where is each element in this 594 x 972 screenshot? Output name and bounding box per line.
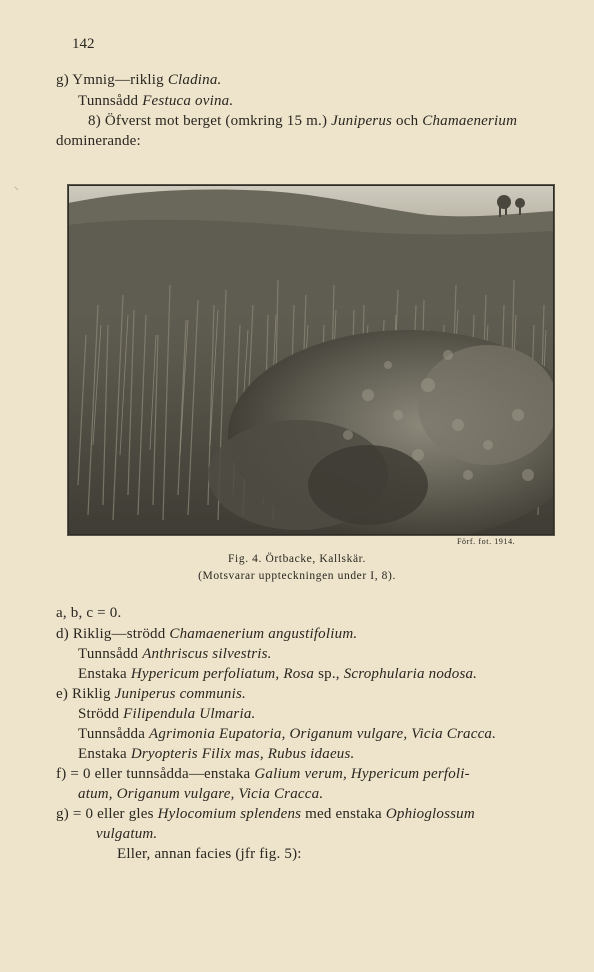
text: Tunnsådd bbox=[78, 646, 143, 662]
text-line bbox=[56, 686, 246, 703]
text-line bbox=[78, 726, 496, 743]
text: 8) Öfverst mot berget (omkring 15 m.) bbox=[88, 113, 332, 129]
text: g) Ymnig—riklig bbox=[56, 72, 168, 88]
text: och bbox=[392, 113, 423, 129]
text: Tunnsådd bbox=[78, 93, 143, 109]
text: Enstaka bbox=[78, 746, 131, 762]
text: d) Riklig—strödd bbox=[56, 626, 170, 642]
text: Enstaka bbox=[78, 666, 131, 682]
text-line bbox=[78, 706, 255, 723]
text-line bbox=[78, 746, 355, 763]
text-line bbox=[56, 766, 470, 783]
species-name: Cladina. bbox=[167, 72, 222, 88]
text: e) Riklig bbox=[56, 686, 115, 702]
text: Strödd bbox=[78, 706, 124, 722]
species-name: Juniperus bbox=[331, 113, 393, 129]
text-line bbox=[56, 626, 357, 643]
species-name: Chamaenerium bbox=[422, 113, 518, 129]
text-line bbox=[56, 72, 222, 89]
photo-credit: Förf. fot. 1914. bbox=[457, 537, 516, 546]
species-name: Chamaenerium angustifolium. bbox=[169, 626, 358, 642]
landscape-photo-drawing bbox=[68, 185, 554, 535]
text: Tunnsådda bbox=[78, 726, 150, 742]
text-line: dominerande: bbox=[56, 133, 141, 149]
text: g) = 0 eller gles bbox=[56, 806, 158, 822]
text-line bbox=[56, 806, 475, 823]
text-line bbox=[78, 93, 233, 110]
species-name: Scrophularia nodosa. bbox=[343, 666, 478, 682]
species-name: Juniperus communis. bbox=[114, 686, 246, 702]
figure-photograph bbox=[67, 184, 555, 536]
text-line bbox=[78, 646, 272, 663]
figure-caption: Fig. 4. Örtbacke, Kallskär. bbox=[228, 553, 366, 565]
text-line bbox=[88, 113, 517, 130]
figure-subcaption: (Motsvarar uppteckningen under I, 8). bbox=[198, 570, 396, 582]
species-name: Agrimonia Eupatoria, Origanum vulgare, Vicia Cracca. bbox=[149, 726, 497, 742]
species-name: Filipendula Ulmaria. bbox=[123, 706, 256, 722]
text-line: atum, Origanum vulgare, Vicia Cracca. bbox=[78, 786, 324, 802]
text-line bbox=[78, 666, 477, 683]
species-name: Hylocomium splendens bbox=[157, 806, 302, 822]
species-name: Hypericum perfoliatum, Rosa bbox=[130, 666, 315, 682]
text: f) = 0 eller tunnsådda—enstaka bbox=[56, 766, 255, 782]
text: sp., bbox=[314, 666, 344, 682]
species-name: Galium verum, Hypericum perfoli- bbox=[254, 766, 470, 782]
species-name: Anthriscus silvestris. bbox=[142, 646, 272, 662]
text-line: Eller, annan facies (jfr fig. 5): bbox=[117, 846, 302, 862]
text-line: a, b, c = 0. bbox=[56, 605, 122, 621]
page-number: 142 bbox=[72, 36, 95, 52]
text-line: vulgatum. bbox=[96, 826, 158, 842]
species-name: Dryopteris Filix mas, Rubus idaeus. bbox=[130, 746, 355, 762]
species-name: Festuca ovina. bbox=[142, 93, 234, 109]
text: med enstaka bbox=[301, 806, 386, 822]
scan-mark: ⸌ bbox=[14, 185, 19, 195]
species-name: Ophioglossum bbox=[385, 806, 475, 822]
